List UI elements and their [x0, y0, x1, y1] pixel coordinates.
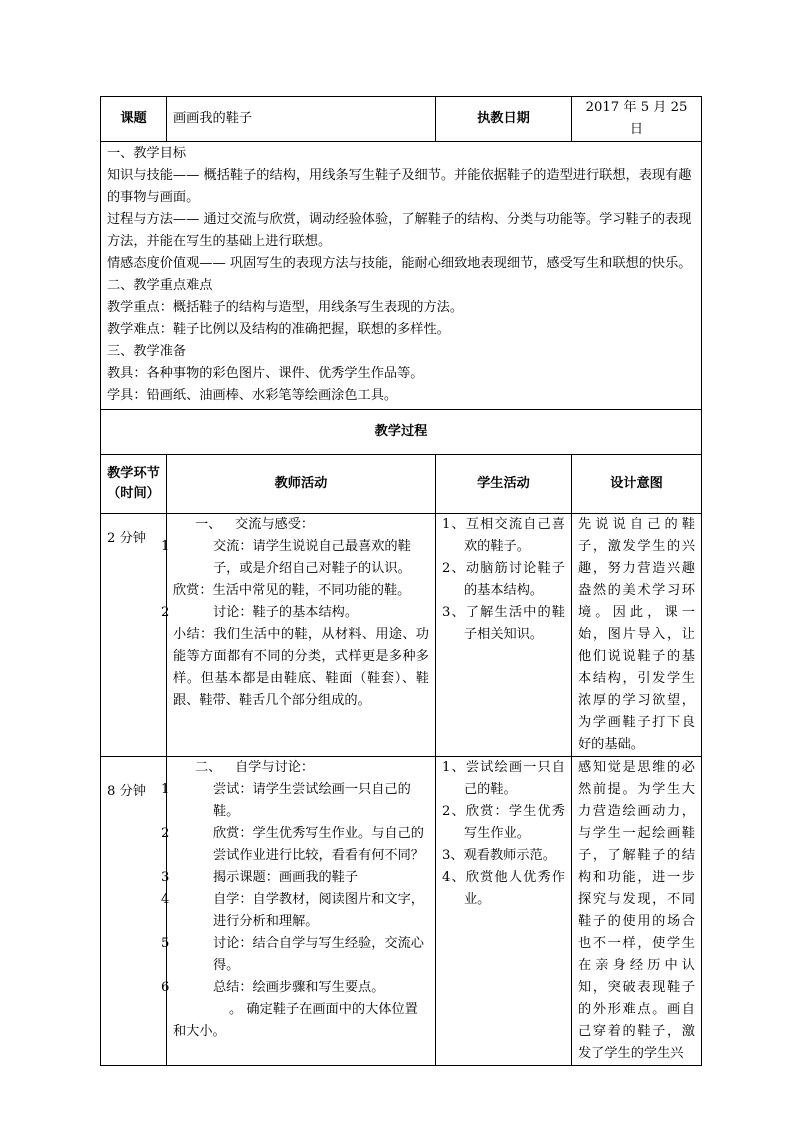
col-design-header: 设计意图	[572, 455, 702, 514]
item-text: 尝试：请学生尝试绘画一只自己的鞋。	[213, 782, 411, 819]
student-item: 3、了解生活中的鞋子相关知识。	[442, 605, 565, 642]
topic-label: 课题	[101, 97, 167, 142]
heading-number: 二、	[195, 760, 222, 775]
teacher-subitem: 。 确定鞋子在画面中的大体位置和大小。	[173, 1002, 418, 1039]
heading-text: 交流与感受：	[235, 517, 315, 532]
heading-number: 一、	[195, 517, 222, 532]
item-number: 2	[161, 605, 170, 620]
item-number: 3	[161, 870, 170, 885]
teacher-heading	[173, 757, 429, 779]
preparation-heading: 三、教学准备	[107, 344, 187, 359]
teacher-item	[161, 823, 429, 867]
col-stage-header: 教学环节（时间）	[101, 455, 167, 514]
teacher-summary: 小结：我们生活中的鞋，从材料、用途、功能等方面都有不同的分类，式样更是多种多样。但基本都是由鞋底、鞋面（鞋套）、鞋跟、鞋带、鞋舌几个部分组成的。	[173, 627, 429, 708]
student-item: 2、欣赏：学生优秀写生作业。	[442, 804, 565, 841]
col-teacher-header: 教师活动	[167, 455, 436, 514]
objective-emotion: 情感态度价值观—— 巩固写生的表现方法与技能，能耐心细致地表现细节，感受写生和联想的快乐。	[107, 256, 692, 271]
student-item: 3、观看教师示范。	[442, 848, 556, 863]
stage-time: 2 分钟	[101, 514, 167, 757]
col-student-header: 学生活动	[436, 455, 572, 514]
item-text: 自学：自学教材，阅读图片和文字，进行分析和理解。	[213, 892, 424, 929]
objectives-row	[101, 142, 702, 410]
preparation-teacher-tools: 教具：各种事物的彩色图片、课件、优秀学生作品等。	[107, 366, 424, 381]
objective-knowledge: 知识与技能—— 概括鞋子的结构，用线条写生鞋子及细节。并能依据鞋子的造型进行联想，表现有趣的事物与画面。	[107, 168, 692, 205]
heading-text: 自学与讨论：	[235, 760, 315, 775]
lesson-plan-table	[100, 96, 702, 1066]
student-item: 4、欣赏他人优秀作业。	[442, 870, 565, 907]
teacher-item	[161, 867, 429, 889]
date-label: 执教日期	[436, 97, 572, 142]
item-text: 讨论：鞋子的基本结构。	[213, 605, 359, 620]
item-text: 揭示课题：画画我的鞋子	[213, 870, 359, 885]
process-row	[101, 514, 702, 757]
objectives-heading: 一、教学目标	[107, 146, 187, 161]
objective-process: 过程与方法—— 通过交流与欣赏，调动经验体验，了解鞋子的结构、分类与功能等。学习鞋子的表现方法，并能在写生的基础上进行联想。	[107, 212, 692, 249]
process-row	[101, 757, 702, 1066]
objectives-cell	[101, 142, 702, 410]
teacher-plain: 欣赏：生活中常见的鞋，不同功能的鞋。	[173, 583, 411, 598]
keypoint-difficulty: 教学难点：鞋子比例以及结构的准确把握，联想的多样性。	[107, 322, 450, 337]
design-intent: 感知觉是思维的必然前提。为学生大力营造绘画动力，与学生一起绘画鞋子，了解鞋子的结构和功能，进一步探究与发现，不同鞋子的使用的场合也不一样，使学生在亲身经历中认知，突破表现鞋子的外形难点。画自己穿着的鞋子，激发了学生的学生兴	[572, 757, 702, 1066]
keypoints-heading: 二、教学重点难点	[107, 278, 213, 293]
preparation-student-tools: 学具：铅画纸、油画棒、水彩笔等绘画涂色工具。	[107, 388, 398, 403]
item-number: 6	[161, 980, 170, 995]
teacher-activity	[161, 757, 436, 1066]
date-value: 2017 年 5 月 25 日	[572, 97, 702, 142]
design-intent: 先说说自己的鞋子，激发学生的兴趣，努力营造兴趣盎然的美术学习环境。因此，课一始，图片导入，让他们说说鞋子的基本结构，引发学生浓厚的学习欲望，为学画鞋子打下良好的基础。	[572, 514, 702, 757]
stage-time: 8 分钟	[101, 757, 167, 1066]
teacher-heading	[173, 514, 429, 536]
lesson-plan-document	[100, 96, 701, 1066]
item-text: 讨论：结合自学与写生经验，交流心得。	[213, 936, 424, 973]
topic-value: 画画我的鞋子	[167, 97, 436, 142]
student-activity	[436, 757, 572, 1066]
teacher-item	[161, 602, 429, 624]
item-number: 5	[161, 936, 170, 951]
student-item: 2、动脑筋讨论鞋子的基本结构。	[442, 561, 565, 598]
teacher-activity	[161, 514, 436, 757]
item-text: 欣赏：学生优秀写生作业。与自己的尝试作业进行比较，看看有何不同？	[213, 826, 424, 863]
process-column-header-row	[101, 455, 702, 514]
keypoint-focus: 教学重点：概括鞋子的结构与造型，用线条写生表现的方法。	[107, 300, 464, 315]
item-text: 交流：请学生说说自己最喜欢的鞋子，或是介绍自己对鞋子的认识。	[213, 539, 411, 576]
student-activity	[436, 514, 572, 757]
student-item: 1、互相交流自己喜欢的鞋子。	[442, 517, 565, 554]
header-row	[101, 97, 702, 142]
student-item: 1、尝试绘画一只自己的鞋。	[442, 760, 565, 797]
teacher-item	[161, 889, 429, 933]
item-number: 1	[161, 539, 170, 554]
teacher-item	[161, 977, 429, 999]
teacher-item	[161, 536, 429, 580]
item-text: 总结：绘画步骤和写生要点。	[213, 980, 385, 995]
process-title-row	[101, 410, 702, 455]
teacher-item	[161, 933, 429, 977]
item-number: 2	[161, 826, 170, 841]
item-number: 4	[161, 892, 170, 907]
item-number: 1	[161, 782, 170, 797]
teacher-item	[161, 779, 429, 823]
process-title: 教学过程	[101, 410, 702, 455]
